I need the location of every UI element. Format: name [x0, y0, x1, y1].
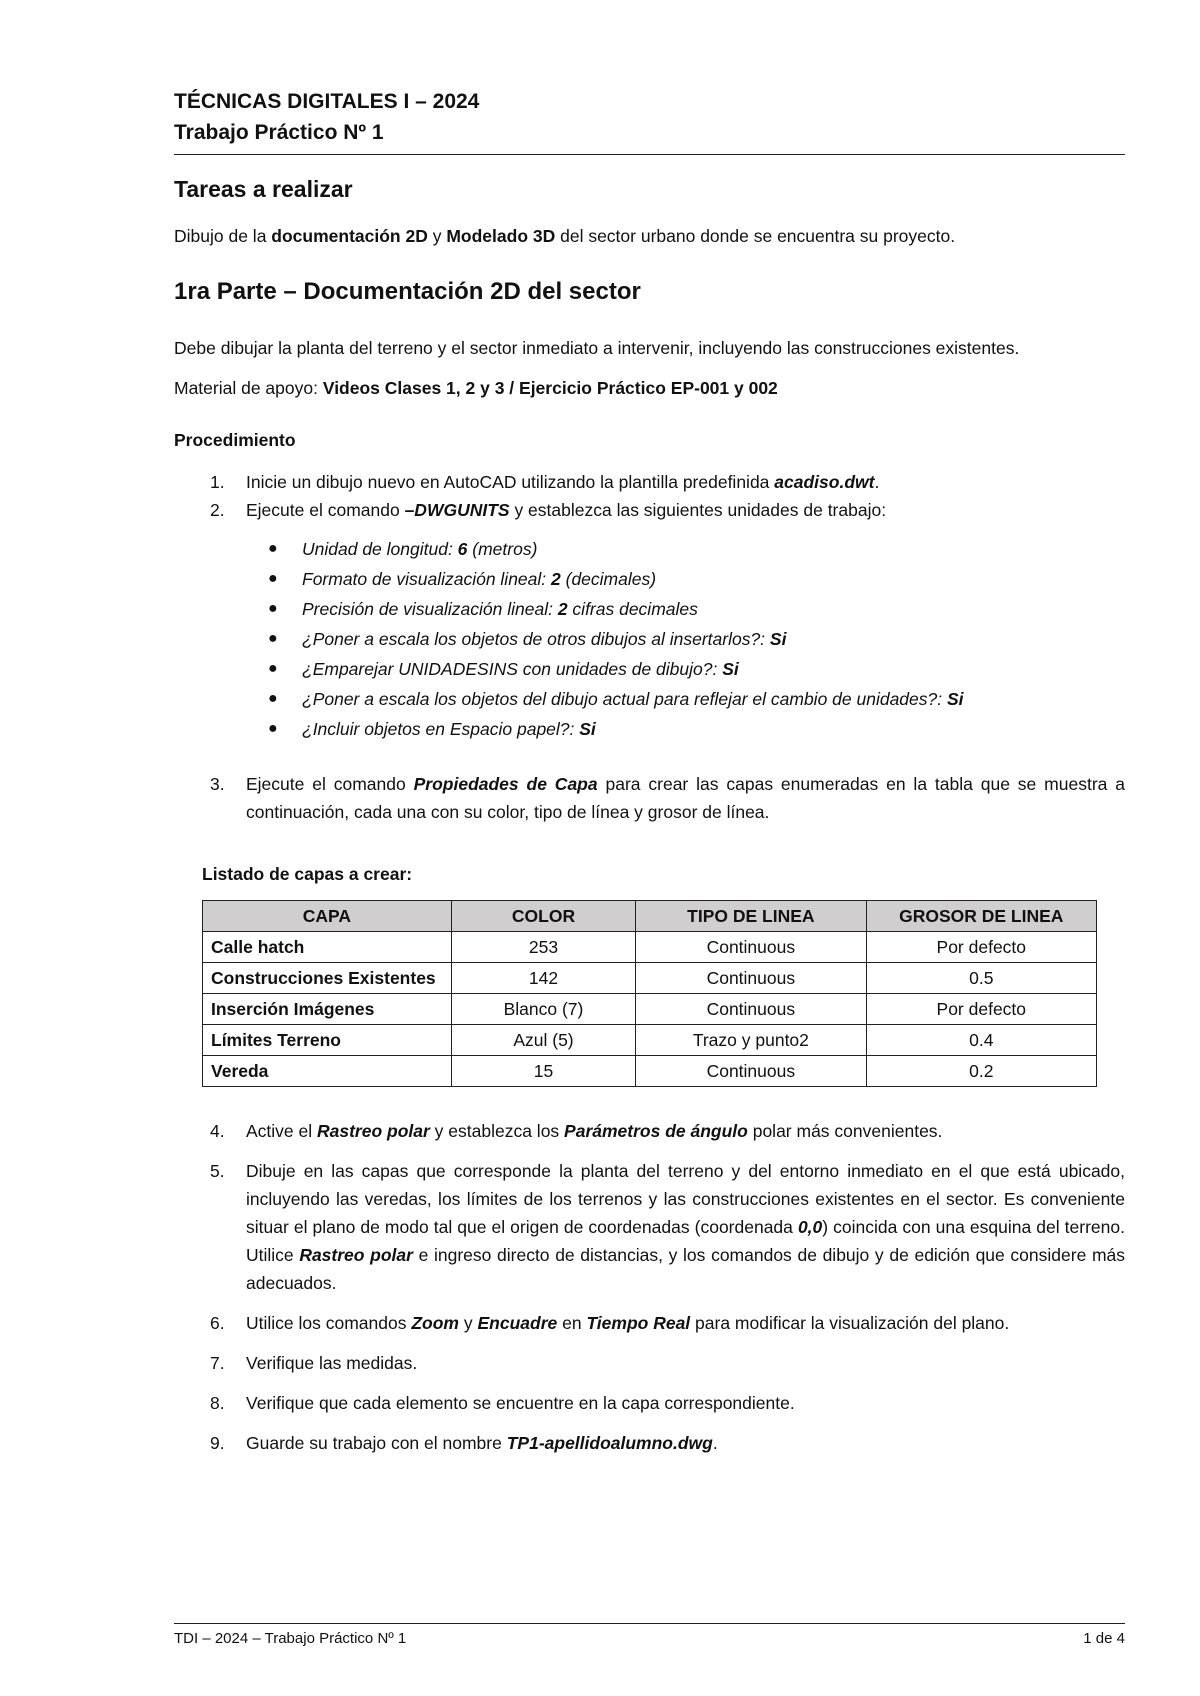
table-cell: Continuous: [636, 994, 866, 1025]
table-cell: Vereda: [203, 1056, 452, 1087]
step-item: 2. Ejecute el comando –DWGUNITS y establezca las siguientes unidades de trabajo:: [210, 500, 887, 520]
table-row: [203, 994, 1097, 1025]
page-footer: [174, 1623, 1125, 1647]
units-list: [174, 534, 1125, 744]
table-cell: 15: [451, 1056, 635, 1087]
steps-list-1: [174, 468, 1125, 524]
table-cell: Inserción Imágenes: [203, 994, 452, 1025]
column-header: COLOR: [451, 901, 635, 932]
steps-list-3: [174, 770, 1125, 826]
step-item: 3. Ejecute el comando Propiedades de Capa para crear las capas enumeradas en la tabla que se muestra a continuación, cada una con su color, tipo de línea y grosor de línea.: [210, 774, 1125, 822]
table-cell: Continuous: [636, 932, 866, 963]
material-paragraph: Material de apoyo: Videos Clases 1, 2 y 3 / Ejercicio Práctico EP-001 y 002: [174, 378, 778, 398]
table-cell: Continuous: [636, 1056, 866, 1087]
units-item: ● ¿Incluir objetos en Espacio papel?: Si: [174, 714, 1125, 744]
bullet-icon: ●: [268, 630, 278, 647]
table-cell: 0.5: [866, 963, 1096, 994]
page-content: [174, 174, 1125, 1469]
procedimiento-heading: Procedimiento: [174, 430, 296, 450]
intro-paragraph: Dibujo de la documentación 2D y Modelado 3D del sector urbano donde se encuentra su proyecto.: [174, 226, 956, 246]
step-item: 7. Verifique las medidas.: [210, 1353, 418, 1373]
bullet-icon: ●: [268, 660, 278, 677]
section-title-tareas: Tareas a realizar: [174, 176, 353, 202]
table-cell: 253: [451, 932, 635, 963]
bullet-icon: ●: [268, 720, 278, 737]
table-row: [203, 932, 1097, 963]
table-cell: Continuous: [636, 963, 866, 994]
step-item: 5. Dibuje en las capas que corresponde la planta del terreno y del entorno inmediato en el que está ubicado, incluyendo las veredas, los límites de los terrenos y las construcciones existentes en el sector. Es conveniente situar el plano de modo tal que el origen de coordenadas (coordenada 0,0) coincida con una esquina del terreno. Utilice Rastreo polar e ingreso directo de distancias, y los comandos de dibujo y de edición que considere más adecuados.: [210, 1161, 1126, 1293]
step-item: 8. Verifique que cada elemento se encuentre en la capa correspondiente.: [210, 1393, 795, 1413]
column-header: TIPO DE LINEA: [636, 901, 866, 932]
table-cell: Trazo y punto2: [636, 1025, 866, 1056]
bullet-icon: ●: [268, 600, 278, 617]
table-row: [203, 1025, 1097, 1056]
bullet-icon: ●: [268, 570, 278, 587]
debe-paragraph: Debe dibujar la planta del terreno y el sector inmediato a intervenir, incluyendo las construcciones existentes.: [174, 338, 1020, 358]
table-cell: Por defecto: [866, 932, 1096, 963]
step-item: 4. Active el Rastreo polar y establezca los Parámetros de ángulo polar más convenientes.: [210, 1121, 943, 1141]
course-title: TÉCNICAS DIGITALES I – 2024: [174, 90, 480, 113]
step-item: 1. Inicie un dibujo nuevo en AutoCAD utilizando la plantilla predefinida acadiso.dwt.: [210, 472, 880, 492]
table-cell: 142: [451, 963, 635, 994]
units-item: ● ¿Emparejar UNIDADESINS con unidades de dibujo?: Si: [174, 654, 1125, 684]
tp-title: Trabajo Práctico Nº 1: [174, 121, 384, 144]
table-row: [203, 1056, 1097, 1087]
units-item: ● Precisión de visualización lineal: 2 cifras decimales: [174, 594, 1125, 624]
steps-list-4: [174, 1117, 1125, 1457]
units-item: ● Formato de visualización lineal: 2 (decimales): [174, 564, 1125, 594]
step-item: 9. Guarde su trabajo con el nombre TP1-apellidoalumno.dwg.: [210, 1433, 718, 1453]
step-item: 6. Utilice los comandos Zoom y Encuadre en Tiempo Real para modificar la visualización del plano.: [210, 1313, 1010, 1333]
section-title-parte1: 1ra Parte – Documentación 2D del sector: [174, 278, 641, 305]
table-cell: 0.2: [866, 1056, 1096, 1087]
page-number: 1 de 4: [1083, 1630, 1125, 1647]
table-cell: Por defecto: [866, 994, 1096, 1025]
units-item: ● ¿Poner a escala los objetos del dibujo actual para reflejar el cambio de unidades?: Si: [174, 684, 1125, 714]
table-header-row: [203, 901, 1097, 932]
table-cell: Calle hatch: [203, 932, 452, 963]
table-cell: Límites Terreno: [203, 1025, 452, 1056]
bullet-icon: ●: [268, 540, 278, 557]
table-cell: 0.4: [866, 1025, 1096, 1056]
footer-left: TDI – 2024 – Trabajo Práctico Nº 1: [174, 1630, 407, 1647]
table-caption: Listado de capas a crear:: [202, 864, 413, 884]
layers-table: [202, 900, 1097, 1087]
table-cell: Construcciones Existentes: [203, 963, 452, 994]
table-cell: Azul (5): [451, 1025, 635, 1056]
bullet-icon: ●: [268, 690, 278, 707]
column-header: GROSOR DE LINEA: [866, 901, 1096, 932]
column-header: CAPA: [203, 901, 452, 932]
table-cell: Blanco (7): [451, 994, 635, 1025]
units-item: ● ¿Poner a escala los objetos de otros dibujos al insertarlos?: Si: [174, 624, 1125, 654]
page-header: [174, 86, 1125, 155]
table-row: [203, 963, 1097, 994]
units-item: ● Unidad de longitud: 6 (metros): [174, 534, 1125, 564]
